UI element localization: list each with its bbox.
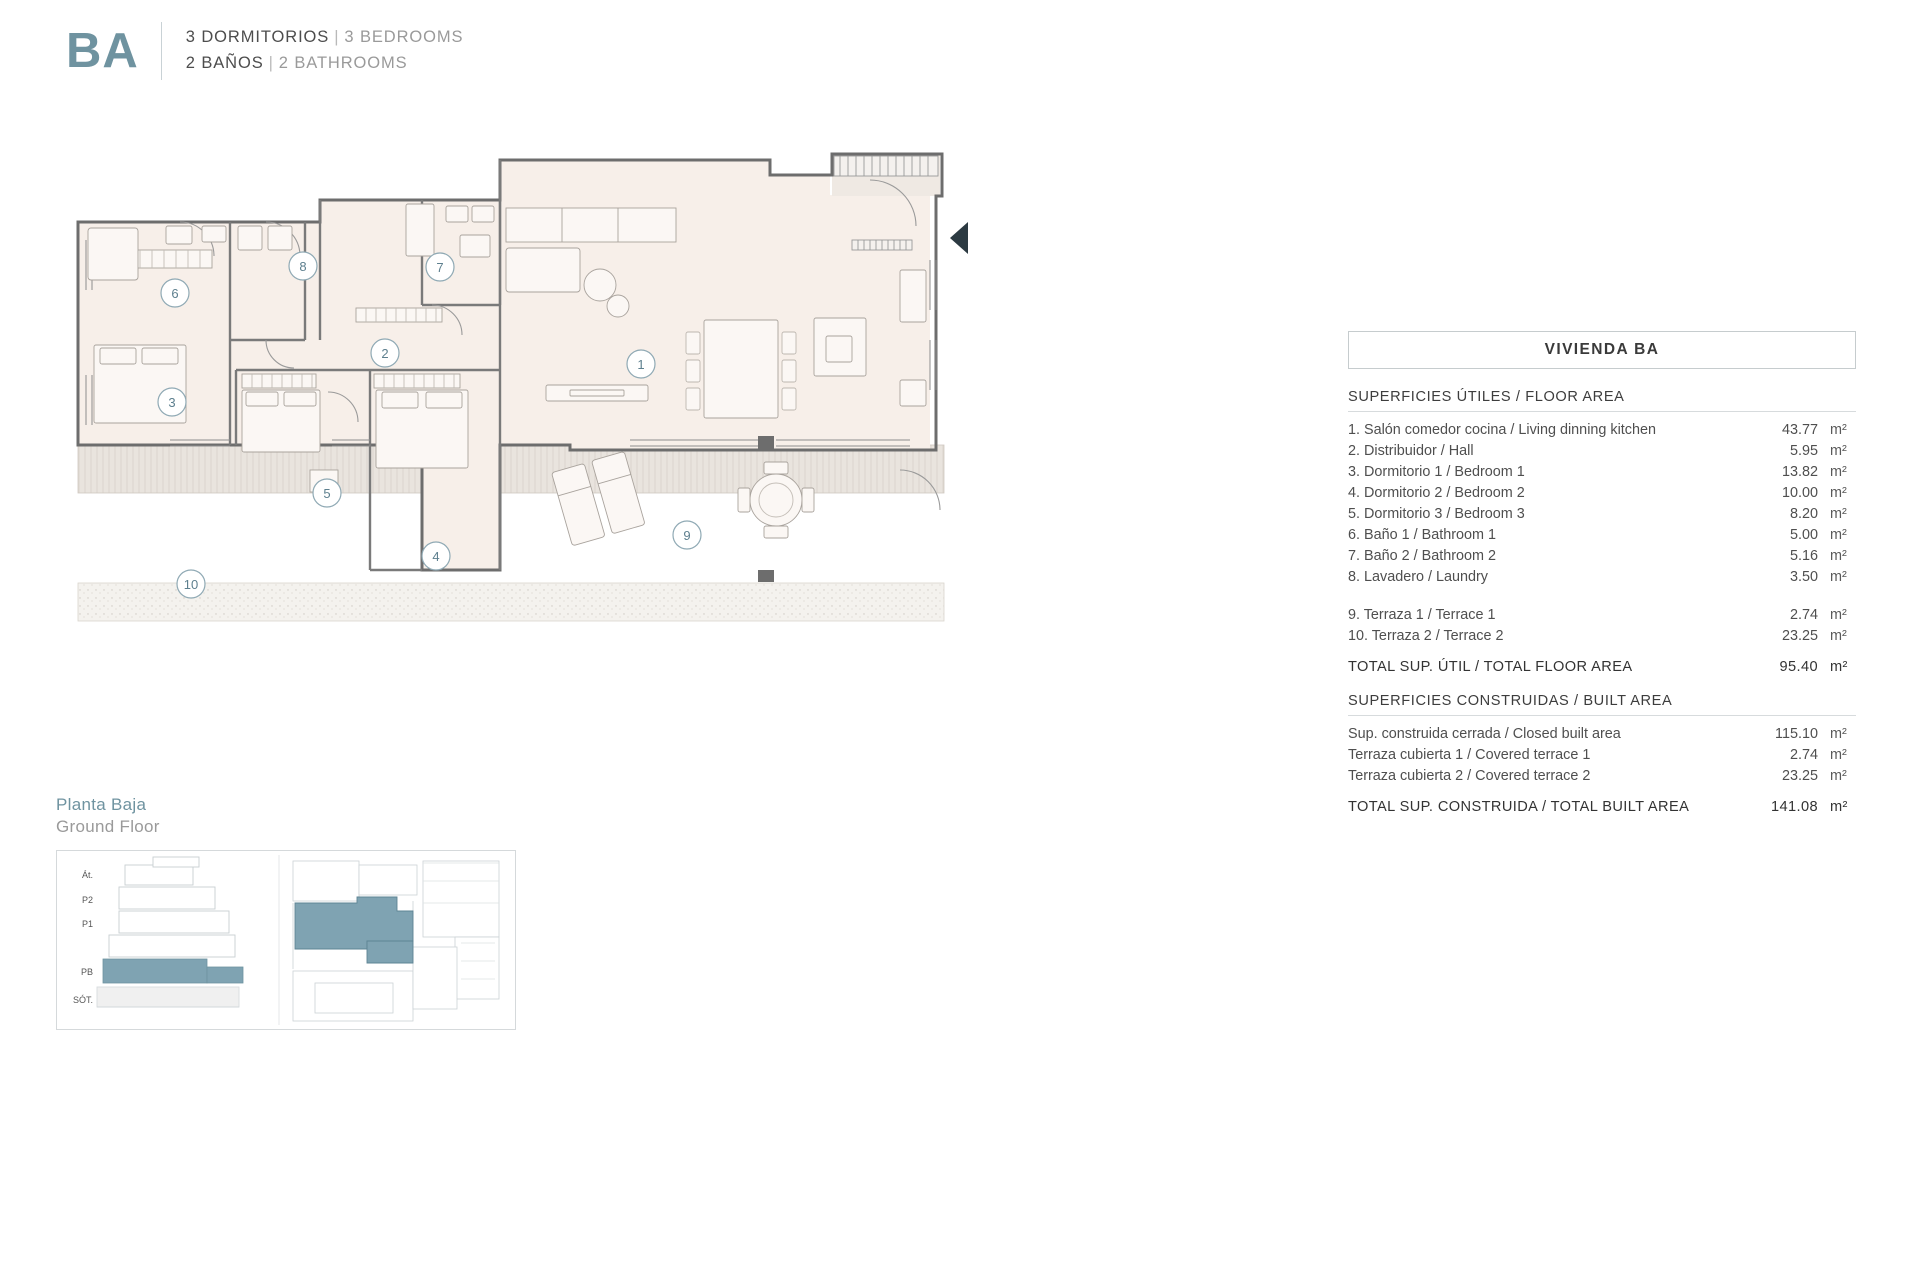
room-marker-1: [627, 350, 655, 378]
spec-bathrooms: [186, 51, 464, 77]
room-marker-2: [371, 339, 399, 367]
total-built-area-value: 141.08: [1770, 799, 1818, 815]
room-marker-5: [313, 479, 341, 507]
row-label: 3. Dormitorio 1 / Bedroom 1: [1348, 463, 1525, 480]
row-unit: m²: [1830, 484, 1847, 501]
spec-bathrooms-es: 2 BAÑOS: [185, 54, 264, 72]
svg-text:Át.: Át.: [81, 870, 93, 880]
table-row: [1348, 419, 1856, 440]
svg-text:SÓT.: SÓT.: [72, 995, 93, 1005]
table-row: [1348, 625, 1856, 646]
floor-plan-drawing: [70, 140, 1170, 660]
key-plan: [56, 850, 516, 1030]
entrance-arrow-icon: [950, 222, 968, 254]
table-row: [1348, 723, 1856, 744]
spec-bathrooms-en: 2 BATHROOMS: [278, 54, 408, 72]
svg-text:7: 7: [436, 260, 444, 275]
table-row: [1348, 440, 1856, 461]
terrace-area-rows: [1348, 604, 1856, 646]
total-floor-area-label: TOTAL SUP. ÚTIL / TOTAL FLOOR AREA: [1348, 659, 1633, 675]
room-marker-6: [161, 279, 189, 307]
row-unit: m²: [1830, 442, 1847, 459]
row-value: 2.74: [1789, 746, 1818, 763]
row-value: 23.25: [1781, 627, 1818, 644]
row-label: Sup. construida cerrada / Closed built area: [1348, 725, 1621, 742]
row-value: 5.95: [1789, 442, 1818, 459]
floor-label-es: Planta Baja: [56, 795, 147, 814]
row-value: 23.25: [1781, 767, 1818, 784]
row-label: 4. Dormitorio 2 / Bedroom 2: [1348, 484, 1525, 501]
table-row: [1348, 503, 1856, 524]
floor-label-en: Ground Floor: [56, 817, 160, 836]
row-unit: m²: [1830, 767, 1847, 784]
header: [66, 22, 463, 80]
floor-area-rows: [1348, 419, 1856, 587]
floor-label: [56, 795, 160, 837]
spec-separator-2: |: [268, 54, 274, 72]
row-unit: m²: [1830, 627, 1847, 644]
svg-text:4: 4: [432, 549, 440, 564]
row-unit: m²: [1830, 746, 1847, 763]
header-divider: [161, 22, 162, 80]
row-unit: m²: [1830, 606, 1847, 623]
total-floor-area-row: [1348, 655, 1856, 679]
room-marker-7: [426, 253, 454, 281]
table-row: [1348, 604, 1856, 625]
svg-text:2: 2: [381, 346, 389, 361]
table-row: [1348, 482, 1856, 503]
keyplan-level-labels: [73, 870, 93, 1005]
built-area-section-heading: SUPERFICIES CONSTRUIDAS / BUILT AREA: [1348, 693, 1856, 716]
table-row: [1348, 461, 1856, 482]
row-unit: m²: [1830, 421, 1847, 438]
total-built-area-label: TOTAL SUP. CONSTRUIDA / TOTAL BUILT AREA: [1348, 799, 1690, 815]
row-value: 115.10: [1775, 725, 1818, 742]
spec-separator: |: [334, 28, 340, 47]
row-value: 5.00: [1789, 526, 1818, 543]
unit-code: BA: [66, 23, 139, 78]
room-marker-8: [289, 252, 317, 280]
svg-text:9: 9: [683, 528, 691, 543]
room-marker-10: [177, 570, 205, 598]
svg-text:10: 10: [183, 577, 199, 592]
svg-text:PB: PB: [80, 967, 93, 977]
spec-bedrooms: [186, 25, 464, 51]
row-value: 43.77: [1781, 421, 1818, 438]
unit-specs: [186, 25, 464, 76]
row-label: 8. Lavadero / Laundry: [1348, 568, 1489, 585]
svg-text:5: 5: [323, 486, 331, 501]
spec-bedrooms-en: 3 BEDROOMS: [344, 28, 464, 47]
total-built-area-row: [1348, 795, 1856, 819]
row-value: 8.20: [1789, 505, 1818, 522]
svg-text:6: 6: [171, 286, 179, 301]
unit-title: VIVIENDA BA: [1544, 341, 1660, 358]
row-value: 10.00: [1781, 484, 1818, 501]
row-label: 6. Baño 1 / Bathroom 1: [1348, 526, 1496, 543]
svg-text:8: 8: [299, 259, 307, 274]
row-unit: m²: [1830, 568, 1847, 585]
row-label: Terraza cubierta 2 / Covered terrace 2: [1348, 767, 1591, 784]
row-value: 5.16: [1789, 547, 1818, 564]
row-label: Terraza cubierta 1 / Covered terrace 1: [1348, 746, 1591, 763]
row-unit: m²: [1830, 526, 1847, 543]
svg-text:3: 3: [168, 395, 176, 410]
table-row: [1348, 765, 1856, 786]
row-label: 7. Baño 2 / Bathroom 2: [1348, 547, 1496, 564]
room-marker-3: [158, 388, 186, 416]
area-schedule-panel: [1348, 331, 1856, 819]
row-value: 3.50: [1789, 568, 1818, 585]
row-label: 2. Distribuidor / Hall: [1348, 442, 1474, 459]
floor-area-section-heading: SUPERFICIES ÚTILES / FLOOR AREA: [1348, 389, 1856, 412]
unit-title-box: [1348, 331, 1856, 369]
table-row: [1348, 524, 1856, 545]
total-floor-area-unit: m²: [1830, 659, 1848, 675]
row-unit: m²: [1830, 725, 1847, 742]
row-unit: m²: [1830, 505, 1847, 522]
built-area-rows: [1348, 723, 1856, 786]
row-label: 9. Terraza 1 / Terrace 1: [1348, 606, 1496, 623]
table-row: [1348, 566, 1856, 587]
total-floor-area-value: 95.40: [1779, 659, 1818, 675]
row-value: 2.74: [1789, 606, 1818, 623]
room-marker-9: [673, 521, 701, 549]
row-unit: m²: [1830, 463, 1847, 480]
row-label: 10. Terraza 2 / Terrace 2: [1348, 627, 1504, 644]
spacer: [1348, 587, 1856, 604]
row-unit: m²: [1830, 547, 1847, 564]
svg-text:P1: P1: [81, 919, 93, 929]
row-label: 5. Dormitorio 3 / Bedroom 3: [1348, 505, 1525, 522]
row-label: 1. Salón comedor cocina / Living dinning kitchen: [1348, 421, 1656, 438]
table-row: [1348, 744, 1856, 765]
table-row: [1348, 545, 1856, 566]
room-marker-4: [422, 542, 450, 570]
svg-text:P2: P2: [81, 895, 93, 905]
total-built-area-unit: m²: [1830, 799, 1848, 815]
row-value: 13.82: [1781, 463, 1818, 480]
spec-bedrooms-es: 3 DORMITORIOS: [185, 28, 330, 47]
svg-text:1: 1: [637, 357, 645, 372]
